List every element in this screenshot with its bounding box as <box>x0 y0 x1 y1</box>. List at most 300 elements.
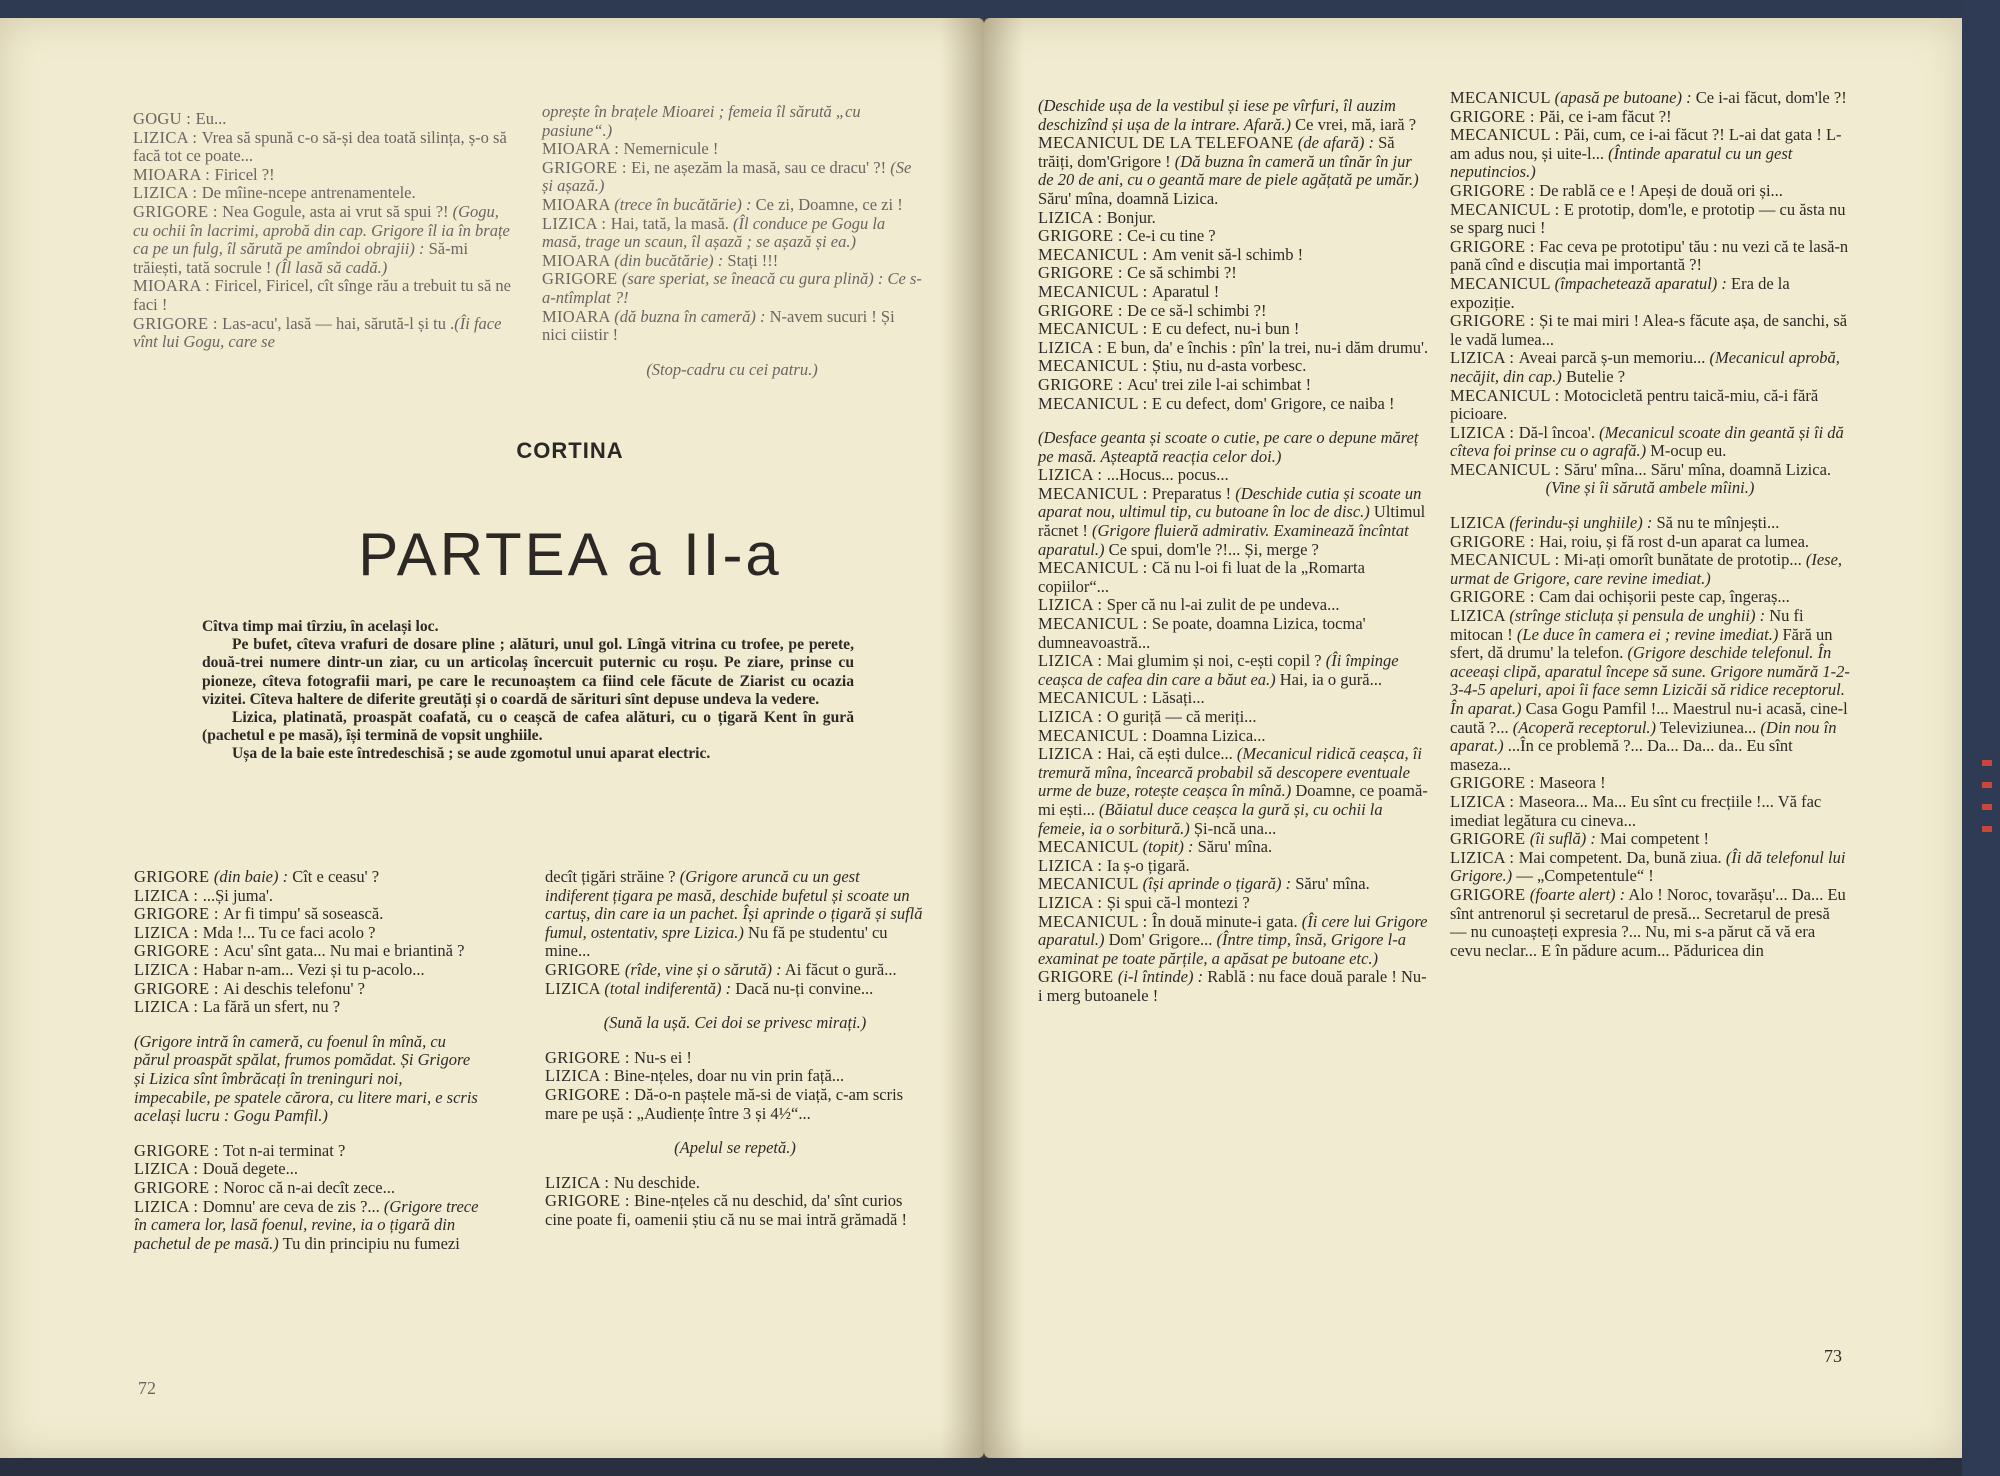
speaker-name: LIZICA : <box>1038 707 1107 726</box>
dialogue-line <box>1450 849 1850 886</box>
stage-direction: (Desface geanta și scoate o cutie, pe care o depune măreț pe masă. Așteaptă reacția celor doi.) <box>1038 428 1419 466</box>
dialogue-line <box>134 1033 479 1126</box>
stage-direction: (Grigore intră în cameră, cu foenul în mînă, cu părul proaspăt spălat, frumos pomădat. Și Grigore și Lizica sînt îmbrăcați în treninguri noi, impecabile, pe spatele cărora, cu litere mari, e scris același lucru : Gogu Pamfil.) <box>134 1031 478 1126</box>
spoken-text: Domnu' are ceva de zis ?... <box>202 1196 384 1216</box>
dialogue-line <box>1038 745 1430 838</box>
stage-direction: (Grigore aruncă cu un gest indiferent țigara pe masă, deschide bufetul și scoate un cartuș, din care ia un pachet. Își aprinde o țigară și suflă fumul, ostentativ, spre Lizica.) <box>545 867 923 942</box>
dialogue-line <box>1038 708 1430 727</box>
speaker-name: GRIGORE : <box>545 1084 635 1104</box>
speaker-name: LIZICA : <box>1038 892 1107 912</box>
spoken-text: Ce spui, dom'le ?!... Și, merge ? <box>1104 539 1319 559</box>
spoken-text: Stați !!! <box>723 250 779 270</box>
curtain-heading: CORTINA <box>516 438 624 463</box>
speaker-name: LIZICA : <box>134 1159 203 1179</box>
dialogue-line <box>1038 559 1430 596</box>
spoken-text: O guriță — că meriți... <box>1106 707 1257 726</box>
speaker-name: MECANICUL : <box>1038 281 1152 301</box>
spoken-text: decît țigări străine ? <box>545 867 680 886</box>
speaker-name: LIZICA : <box>1038 207 1107 227</box>
speaker-name: LIZICA : <box>1450 348 1519 368</box>
spoken-text: E prototip, dom'le, e prototip — cu ăsta nu se sparg nuci ! <box>1450 199 1846 238</box>
dialogue-line <box>1038 596 1430 615</box>
speaker-name: MECANICUL : <box>1038 688 1152 708</box>
dialogue-line <box>133 110 511 129</box>
dialogue-line <box>542 215 922 252</box>
speaker-name: LIZICA <box>1450 513 1510 533</box>
dialogue-line <box>1038 134 1430 208</box>
spoken-text: Fac ceva pe prototipu' tău : nu vezi că te lasă-n pană cînd e discuția mai importantă ?! <box>1450 236 1849 275</box>
stage-direction: (trece în bucătărie) : <box>614 194 752 214</box>
intro-paragraph: Lizica, platinată, proaspăt coafată, cu o ceașcă de cafea alături, cu o țigară Kent în gură (pachetul e pe masă), își termină de vopsit unghiile. <box>202 709 854 745</box>
gutter-shadow <box>940 18 984 1458</box>
spoken-text: În două minute-i gata. <box>1151 911 1302 931</box>
dialogue-line <box>1450 774 1850 793</box>
spoken-text: Ce vrei, mă, iară ? <box>1291 114 1417 134</box>
spoken-text: Dom' Grigore... <box>1104 930 1217 950</box>
dialogue-line <box>1038 395 1430 414</box>
spoken-text: Mai competent ! <box>1595 829 1710 849</box>
dialogue-line <box>1450 238 1850 275</box>
dialogue-line <box>1450 533 1850 552</box>
spoken-text: Habar n-am... Vezi și tu p-acolo... <box>202 959 425 979</box>
dialogue-line <box>133 277 511 314</box>
spoken-text: Săru' mîna. <box>1193 837 1273 857</box>
dialogue-line <box>542 196 922 215</box>
stage-direction: (împachetează aparatul) : <box>1554 273 1727 293</box>
left-bottom-column-1 <box>134 868 479 1253</box>
spoken-text: Dă-o-n paștele mă-si de viață, c-am scris mare pe ușă : „Audiențe între 3 și 4½“... <box>545 1084 904 1123</box>
spoken-text: Să-mi trăiești, tată socrule ! <box>133 239 469 277</box>
speaker-name: LIZICA : <box>134 1196 203 1216</box>
dialogue-line <box>1450 89 1850 108</box>
speaker-name: LIZICA : <box>1450 847 1519 867</box>
stage-direction: (Mecanicul ridică ceașca, îi tremură mîna, încearcă probabil să descopere eventuale urme de buze, rotește ceașca în mînă.) <box>1038 744 1422 801</box>
speaker-name: MIOARA <box>542 194 615 214</box>
spoken-text: Bine-nțeles, doar nu vin prin față... <box>613 1066 845 1086</box>
speaker-name: GRIGORE <box>545 959 625 979</box>
spoken-text: ...În ce problemă ?... Da... Da... da.. Eu sînt maseza... <box>1450 736 1793 774</box>
speaker-name: LIZICA : <box>1038 465 1107 485</box>
dialogue-line <box>1038 857 1430 876</box>
spoken-text: ...Hocus... pocus... <box>1106 465 1229 485</box>
spoken-text: Rablă : nu face două parale ! Nu-i merg butoanele ! <box>1038 967 1427 1005</box>
speaker-name: MIOARA : <box>133 164 215 184</box>
speaker-name: GRIGORE : <box>542 157 632 177</box>
dialogue-line <box>542 308 922 345</box>
intro-paragraph: Ușa de la baie este întredeschisă ; se aude zgomotul unui aparat electric. <box>232 745 711 763</box>
spoken-text: Săru' mîna... Săru' mîna, doamnă Lizica. <box>1563 459 1832 479</box>
dialogue-line <box>1038 320 1430 339</box>
spoken-text: Maseora... Ma... Eu sînt cu frecțiile !... Vă fac imediat legătura cu cineva... <box>1450 791 1822 830</box>
spoken-text: Că nu l-oi fi luat de la „Romarta copiilor“... <box>1038 558 1365 596</box>
spoken-text: Firicel ?! <box>214 164 275 184</box>
speaker-name: GRIGORE <box>1450 829 1530 849</box>
dialogue-line <box>1450 387 1850 424</box>
stage-direction: (Iese, urmat de Grigore, care revine imediat.) <box>1450 550 1843 588</box>
stage-direction: (Gogu, cu ochii în lacrimi, aprobă din cap. Grigore îl ia în brațe ca pe un fulg, îl sărută pe amîndoi obrajii) : <box>133 201 510 259</box>
stage-direction: (Se și așază.) <box>542 157 912 196</box>
spoken-text: Hai, ia o gură... <box>1275 669 1382 689</box>
dialogue-line <box>1450 588 1850 607</box>
spoken-text: ...Și juma'. <box>202 885 274 905</box>
speaker-name: LIZICA : <box>542 213 611 233</box>
speaker-name: MECANICUL : <box>1450 199 1564 219</box>
dialogue-line <box>134 1198 479 1254</box>
spoken-text: Televiziunea... <box>1656 717 1761 737</box>
paragraph-gap <box>542 345 922 361</box>
dialogue-line <box>1450 479 1850 498</box>
dialogue-line <box>1038 689 1430 708</box>
stage-direction: (Îl conduce pe Gogu la masă, trage un scaun, îl așază ; se așază și ea.) <box>542 213 886 252</box>
act-title: PARTEA a II-a <box>358 521 782 588</box>
dialogue-line <box>1038 357 1430 376</box>
speaker-name: GRIGORE : <box>134 904 224 924</box>
spoken-text: Ai deschis telefonu' ? <box>223 978 365 998</box>
speaker-name: GRIGORE : <box>545 1047 635 1067</box>
spoken-text: Cam dai ochișorii peste cap, îngeraș... <box>1539 587 1790 607</box>
dialogue-line <box>545 1192 925 1229</box>
right-column-1 <box>1038 97 1430 1006</box>
speaker-name: GRIGORE : <box>134 1177 224 1197</box>
spoken-text: Ce să schimbi ?! <box>1127 263 1237 283</box>
stage-direction: (Băiatul duce ceașca la gură și, cu ochii la femeie, ia o sorbitură.) <box>1038 799 1383 838</box>
spoken-text: Firicel, Firicel, cît sînge rău a trebuit tu să ne faci ! <box>133 276 511 314</box>
speaker-name: GRIGORE : <box>1038 226 1128 246</box>
stage-direction: (Le duce în camera ei ; revine imediat.) <box>1516 624 1779 644</box>
stage-direction: (Întinde aparatul cu un gest neputincios.) <box>1450 143 1793 182</box>
spoken-text: Bine-nțeles că nu deschid, da' sînt curios cine poate fi, oamenii știu că nu se mai intră grămadă ! <box>545 1191 907 1229</box>
spoken-text: Sper că nu l-ai zulit de pe undeva... <box>1106 595 1340 615</box>
paragraph-gap <box>545 1123 925 1139</box>
intro-paragraph: Pe bufet, cîteva vrafuri de dosare pline ; alături, unul gol. Lîngă vitrina cu trofee, pe perete, două-trei numere dintr-un ziar, cu un articolaș încercuit puternic cu roșu. Pe ziare, prinse cu pioneze, cîteva fotografii mari, pe care le recunoaștem ca fiind cele făcute de Ziarist cu ocazia vizitei. Cîteva haltere de diferite greutăți și o coardă de sărituri sînt depuse undeva la vedere. <box>202 636 854 708</box>
left-top-column-2 <box>542 103 922 379</box>
spoken-text: Butelie ? <box>1561 366 1626 386</box>
gutter-shadow <box>984 18 1024 1458</box>
dialogue-line <box>1038 97 1430 134</box>
dialogue-line <box>545 980 925 999</box>
spoken-text: Eu... <box>195 109 227 128</box>
speaker-name: MECANICUL : <box>1450 550 1564 570</box>
dialogue-line <box>1038 339 1430 358</box>
spoken-text: M-ocup eu. <box>1646 441 1727 461</box>
dialogue-line <box>1038 376 1430 395</box>
speaker-name: LIZICA : <box>545 1066 614 1086</box>
spoken-text: Vrea să spună c-o să-și dea toată silința, ș-o să facă tot ce poate... <box>133 127 507 166</box>
spoken-text: Dacă nu-ți convine... <box>731 978 874 998</box>
dialogue-line <box>134 980 479 999</box>
spoken-text: E bun, da' e închis : pîn' la trei, nu-i dăm drumu'. <box>1106 337 1429 357</box>
spoken-text: Acu' trei zile l-ai schimbat ! <box>1127 374 1312 394</box>
dialogue-line <box>545 1139 925 1158</box>
dialogue-line <box>542 270 922 307</box>
speaker-name: LIZICA : <box>134 959 203 979</box>
page-number-right: 73 <box>1824 1346 1842 1366</box>
speaker-name: GRIGORE : <box>1450 106 1540 126</box>
spoken-text: Ar fi timpu' să sosească. <box>223 904 384 924</box>
dialogue-line <box>542 140 922 159</box>
dialogue-line <box>133 129 511 166</box>
paragraph-gap <box>1450 498 1850 514</box>
stage-direction: (strînge sticluța și pensula de unghii) : <box>1509 606 1766 626</box>
speaker-name: GRIGORE <box>542 269 622 289</box>
speaker-name: LIZICA : <box>545 1172 614 1192</box>
intro-paragraph: Cîtva timp mai tîrziu, în același loc. <box>202 618 439 635</box>
dialogue-line <box>1038 466 1430 485</box>
speaker-name: LIZICA : <box>1038 855 1107 875</box>
stage-direction: (Vine și îi sărută ambele mîini.) <box>1545 478 1755 498</box>
dialogue-line <box>1450 514 1850 533</box>
spoken-text: Ultimul răcnet ! <box>1038 502 1426 541</box>
stage-direction: (Acoperă receptorul.) <box>1512 717 1657 737</box>
dialogue-line <box>545 1014 925 1033</box>
dialogue-line <box>545 1067 925 1086</box>
stage-direction: (Îl lasă să cadă.) <box>275 257 388 277</box>
dialogue-line <box>545 961 925 980</box>
stage-direction: (Îi cere lui Grigore aparatul.) <box>1038 911 1428 950</box>
spoken-text: Motocicletă pentru taică-miu, că-i fără picioare. <box>1450 385 1819 424</box>
spoken-text: Lăsați... <box>1151 688 1205 708</box>
speaker-name: GRIGORE : <box>1450 531 1540 551</box>
dialogue-line <box>542 361 922 380</box>
spoken-text: Mi-ați omorît bunătate de prototip... <box>1563 550 1806 570</box>
spoken-text: Mda !... Tu ce faci acolo ? <box>202 922 376 942</box>
spoken-text: E cu defect, dom' Grigore, ce naiba ! <box>1151 393 1395 413</box>
spoken-text: Ia ș-o țigară. <box>1106 855 1190 875</box>
dialogue-line <box>542 103 922 140</box>
speaker-name: MIOARA <box>542 250 615 270</box>
speaker-name: LIZICA : <box>1038 595 1107 615</box>
dialogue-line <box>134 961 479 980</box>
left-top-column-1 <box>133 110 511 352</box>
stage-direction: (Deschide ușa de la vestibul și iese pe vîrfuri, îl auzim deschizînd și ușa de la intrare. Afară.) <box>1038 96 1396 134</box>
stage-direction: (foarte alert) : <box>1529 884 1626 904</box>
spoken-text: Mai glumim și noi, c-ești copil ? <box>1106 651 1326 671</box>
spoken-text: Fără un sfert, dă drumu' la telefon. <box>1450 624 1833 663</box>
speaker-name: GRIGORE : <box>134 978 224 998</box>
speaker-name: GRIGORE : <box>1450 311 1540 331</box>
dialogue-line <box>1038 302 1430 321</box>
stage-direction: (Stop-cadru cu cei patru.) <box>646 359 818 379</box>
stage-direction: (de afară) : <box>1297 133 1374 153</box>
speaker-name: GRIGORE : <box>1450 773 1540 793</box>
right-column-2 <box>1450 89 1850 960</box>
spoken-text: — „Competentule“ ! <box>1512 866 1654 886</box>
stage-direction: (Din nou în aparat.) <box>1450 717 1837 756</box>
dialogue-line <box>1038 875 1430 894</box>
speaker-name: GRIGORE <box>134 867 214 886</box>
dialogue-line <box>1038 727 1430 746</box>
stage-direction: (din baie) : <box>213 867 289 886</box>
book-cover-top <box>0 0 2000 18</box>
spoken-text: Și te mai miri ! Alea-s făcute așa, de sanchi, să le vadă lumea... <box>1450 311 1848 349</box>
stage-direction: (din bucătărie) : <box>614 250 724 270</box>
dialogue-line <box>1038 485 1430 559</box>
dialogue-line <box>1450 201 1850 238</box>
stage-direction: (Mecanicul aprobă, necăjit, din cap.) <box>1450 348 1840 386</box>
page-number-left: 72 <box>138 1378 156 1398</box>
spoken-text: La fără un sfert, nu ? <box>202 997 341 1017</box>
dialogue-line <box>1038 913 1430 969</box>
spoken-text: Știu, nu d-asta vorbesc. <box>1151 356 1307 376</box>
spoken-text: Bonjur. <box>1106 207 1156 227</box>
dialogue-line <box>134 1179 479 1198</box>
left-bottom-column-2 <box>545 868 925 1230</box>
stage-direction: oprește în brațele Mioarei ; femeia îl sărută „cu pasiune“.) <box>542 102 861 140</box>
spoken-text: Două degete... <box>202 1159 298 1179</box>
speaker-name: GRIGORE : <box>1450 236 1540 256</box>
paragraph-gap <box>545 998 925 1014</box>
spoken-text: Acu' sînt gata... Nu mai e briantină ? <box>223 941 465 961</box>
spoken-text: Săru' mîna, doamnă Lizica. <box>1038 188 1219 208</box>
dialogue-line <box>1450 551 1850 588</box>
stage-direction: (i-l întinde) : <box>1117 967 1204 987</box>
spoken-text: Păi, cum, ce i-ai făcut ?! L-ai dat gata ! L-am adus nou, și uite-l... <box>1450 125 1842 163</box>
speaker-name: LIZICA <box>1450 606 1510 626</box>
speaker-name: MECANICUL DE LA TELEFOANE <box>1038 133 1298 153</box>
speaker-name: LIZICA : <box>134 885 203 905</box>
dialogue-line <box>1450 182 1850 201</box>
spoken-text: De ce să-l schimbi ?! <box>1127 300 1267 320</box>
spoken-text: Ce zi, Doamne, ce zi ! <box>751 194 903 214</box>
stage-direction: (Îi împinge ceașca de cafea din care a băut ea.) <box>1038 651 1399 689</box>
dialogue-line <box>1450 607 1850 774</box>
spoken-text: Tot n-ai terminat ? <box>223 1140 346 1160</box>
spoken-text: Ai făcut o gură... <box>781 959 897 979</box>
dialogue-line <box>133 166 511 185</box>
dialogue-line <box>134 924 479 943</box>
speaker-name: GRIGORE : <box>1038 300 1128 320</box>
spoken-text: Hai, tată, la masă. <box>610 213 734 233</box>
dialogue-line <box>1038 894 1430 913</box>
speaker-name: GRIGORE : <box>134 1140 224 1160</box>
stage-direction: (Dă buzna în cameră un tînăr în jur de 20 de ani, cu o geantă mare de piele agățată pe umăr.) <box>1038 151 1419 190</box>
dialogue-line <box>1038 615 1430 652</box>
speaker-name: MECANICUL : <box>1038 911 1152 931</box>
dialogue-line <box>134 868 479 887</box>
stage-directions-intro <box>202 618 854 764</box>
spoken-text: Nu fă pe studentu' cu mine... <box>545 922 888 961</box>
speaker-name: MECANICUL : <box>1038 356 1152 376</box>
spoken-text: Săru' mîna. <box>1291 874 1370 894</box>
stage-direction: (dă buzna în cameră) : <box>614 306 766 326</box>
spoken-text: Preparatus ! <box>1151 483 1236 503</box>
spoken-text: Se poate, doamna Lizica, tocma' dumneavoastră... <box>1038 614 1366 652</box>
stage-direction: (ferindu-și unghiile) : <box>1509 513 1653 533</box>
speaker-name: LIZICA : <box>134 997 203 1017</box>
dialogue-line <box>1450 461 1850 480</box>
book-cover-edge <box>1962 0 2000 1476</box>
dialogue-line <box>1038 968 1430 1005</box>
spoken-text: Hai, roiu, și fă rost d-un aparat ca lumea. <box>1539 531 1810 551</box>
speaker-name: LIZICA : <box>1450 422 1519 442</box>
spoken-text: Tu din principiu nu fumezi <box>278 1233 460 1253</box>
dialogue-line <box>1038 246 1430 265</box>
spoken-text: Păi, ce i-am făcut ?! <box>1539 106 1672 126</box>
speaker-name: MECANICUL <box>1038 874 1143 894</box>
stage-direction: (apasă pe butoane) : <box>1554 88 1692 107</box>
dialogue-line <box>1038 283 1430 302</box>
dialogue-line <box>1450 424 1850 461</box>
dialogue-line <box>1038 209 1430 228</box>
page-edge-marks <box>1982 760 1992 880</box>
speaker-name: LIZICA : <box>133 127 202 147</box>
spoken-text: Cît e ceasu' ? <box>288 867 380 886</box>
speaker-name: MECANICUL : <box>1038 483 1152 503</box>
speaker-name: MECANICUL : <box>1038 319 1152 339</box>
spoken-text: Ei, ne așezăm la masă, sau ce dracu' ?! <box>631 157 891 177</box>
spoken-text: Casa Gogu Pamfil !... Maestrul nu-i acasă, cine-l caută ?... <box>1450 699 1848 737</box>
dialogue-line <box>1450 349 1850 386</box>
speaker-name: MECANICUL <box>1038 837 1143 857</box>
stage-direction: (sare speriat, se îneacă cu gura plină) : Ce s-a-ntîmplat ?! <box>542 269 922 307</box>
paragraph-gap <box>134 1017 479 1033</box>
speaker-name: MECANICUL <box>1450 88 1555 107</box>
speaker-name: MECANICUL <box>1450 273 1555 293</box>
stage-direction: (Grigore fluieră admirativ. Examinează încîntat aparatul.) <box>1038 521 1409 559</box>
speaker-name: GRIGORE : <box>133 313 223 333</box>
spoken-text: Ce-i cu tine ? <box>1127 226 1216 246</box>
paragraph-gap <box>134 1126 479 1142</box>
speaker-name: LIZICA : <box>133 183 202 203</box>
dialogue-line <box>134 998 479 1017</box>
dialogue-line <box>545 1174 925 1193</box>
spoken-text: Noroc că n-ai decît zece... <box>223 1177 395 1197</box>
dialogue-line <box>134 905 479 924</box>
spoken-text: Alo ! Noroc, tovarășu'... Da... Eu sînt antrenorul și secretarul de presă... Secretarul de presă — nu cunoașteți expresia ?... Nu, mi s-a părut că vă era cevu neclar... E în pădure acum... Păduricea din <box>1450 884 1846 960</box>
spoken-text: Aveai parcă ș-un memoriu... <box>1518 348 1710 368</box>
dialogue-line <box>134 942 479 961</box>
spoken-text: Să nu te mînjești... <box>1652 513 1780 533</box>
speaker-name: MECANICUL : <box>1038 558 1152 578</box>
spoken-text: Nemernicule ! <box>623 139 719 159</box>
dialogue-line <box>545 1086 925 1123</box>
spoken-text: Aparatul ! <box>1151 281 1220 301</box>
speaker-name: MECANICUL : <box>1038 393 1152 413</box>
spoken-text: De mîine-ncepe antrenamentele. <box>201 183 416 203</box>
dialogue-line <box>134 1160 479 1179</box>
dialogue-line <box>134 1142 479 1161</box>
stage-direction: (îi suflă) : <box>1529 829 1596 849</box>
speaker-name: GRIGORE : <box>1038 263 1128 283</box>
spoken-text: Și spui că-l montezi ? <box>1106 892 1250 912</box>
speaker-name: LIZICA : <box>1450 791 1519 811</box>
spoken-text: Hai, că ești dulce... <box>1106 744 1237 764</box>
speaker-name: LIZICA : <box>1038 337 1107 357</box>
spoken-text: Doamne, ce poamă-mi ești... <box>1038 781 1428 819</box>
spoken-text: Ce i-ai făcut, dom'le ?! <box>1691 88 1847 107</box>
spoken-text: Nu-s ei ! <box>634 1047 692 1067</box>
stage-direction: (Între timp, însă, Grigore l-a examinat pe toate părțile, a apăsat pe butoane etc.) <box>1038 930 1406 968</box>
speaker-name: MECANICUL : <box>1450 459 1564 479</box>
speaker-name: GRIGORE : <box>1038 374 1128 394</box>
speaker-name: GRIGORE : <box>1450 180 1540 200</box>
paragraph-gap <box>1038 413 1430 429</box>
speaker-name: GOGU : <box>133 109 196 128</box>
stage-direction: (Îi dă telefonul lui Grigore.) <box>1450 847 1846 886</box>
speaker-name: MECANICUL : <box>1450 385 1564 405</box>
dialogue-line <box>1450 886 1850 960</box>
speaker-name: GRIGORE : <box>1450 587 1540 607</box>
speaker-name: MIOARA <box>542 306 615 326</box>
dialogue-line <box>1038 652 1430 689</box>
dialogue-line <box>542 252 922 271</box>
spoken-text: Las-acu', lasă — hai, sărută-l și tu . <box>222 313 455 333</box>
stage-direction: (Sună la ușă. Cei doi se privesc mirați.) <box>603 1013 867 1033</box>
speaker-name: LIZICA : <box>1038 651 1107 671</box>
stage-direction: (Grigore deschide telefonul. În aceeași clipă, aparatul începe să sune. Grigore numără 1-2-3-4-5 apeluri, apoi îi face semn Lizicăi să ridice receptorul. În aparat.) <box>1450 643 1850 718</box>
speaker-name: MECANICUL : <box>1038 614 1152 634</box>
spoken-text: N-avem sucuri ! Și nici ciistir ! <box>542 306 895 345</box>
